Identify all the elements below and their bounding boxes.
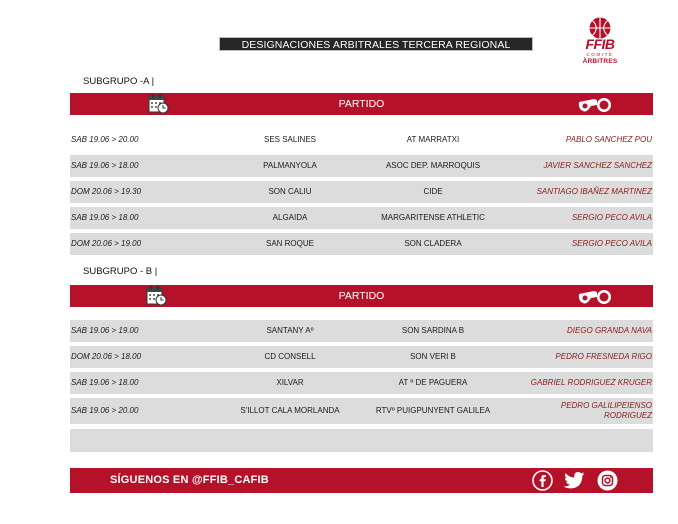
referee: SERGIO PECO AVILA [571, 239, 652, 248]
home-team: SAN ROQUE [265, 239, 314, 248]
group-b-header: PARTIDO [338, 290, 385, 302]
ffib-logo [576, 16, 624, 74]
referee: PABLO SANCHEZ POU [565, 135, 652, 144]
table-row [70, 129, 653, 151]
referee: SERGIO PECO AVILA [571, 213, 652, 222]
away-team: CIDE [423, 187, 443, 196]
match-date: SAB 19.06 > 19.00 [71, 326, 139, 335]
away-team: SON VERI B [410, 352, 456, 361]
footer-bar [70, 468, 653, 493]
facebook-icon[interactable] [532, 470, 553, 491]
whistle-icon [577, 94, 611, 114]
social-handle: SÍGUENOS EN @FFIB_CAFIB [110, 474, 269, 486]
referee: DIEGO GRANDA NAVA [566, 326, 652, 335]
twitter-icon[interactable] [561, 470, 586, 491]
logo-line1: COMITÈ [586, 52, 614, 57]
group-b-header-bar [70, 285, 653, 307]
away-team: SON CLADERA [404, 239, 462, 248]
group-a-header: PARTIDO [338, 98, 385, 110]
subgroup-b-label: SUBGRUPO - B | [83, 266, 158, 277]
referee-line-1: PEDRO GALILIPEIENSO [560, 401, 652, 410]
away-team: MARGARITENSE ATHLETIC [381, 213, 485, 222]
whistle-icon [577, 286, 611, 306]
match-date: SAB 19.06 > 20.00 [71, 135, 139, 144]
table-row [70, 320, 653, 342]
away-team: SON SARDINA B [401, 326, 465, 335]
match-date: SAB 19.06 > 18.00 [71, 378, 139, 387]
calendar-icon [147, 93, 169, 115]
table-row [70, 181, 653, 203]
referee: JAVIER SANCHEZ SANCHEZ [543, 161, 652, 170]
home-team: ALGAIDA [272, 213, 308, 222]
match-date: DOM 20.06 > 18.00 [71, 352, 142, 361]
logo-mark: FFIB [585, 36, 615, 52]
match-date: SAB 19.06 > 20.00 [71, 406, 139, 415]
referee: PEDRO FRESNEDA RIGO [555, 352, 652, 361]
home-team: S'ILLOT CALA MORLANDA [240, 406, 340, 415]
subgroup-a-label: SUBGRUPO -A | [83, 76, 155, 87]
referee-line-2: RODRIGUEZ [604, 411, 652, 420]
logo-line2: ÀRBITRES [582, 58, 618, 65]
away-team: ASOC DEP. MARROQUIS [385, 161, 481, 170]
table-row [70, 155, 653, 177]
match-date: DOM 20.06 > 19.00 [71, 239, 142, 248]
referee [561, 401, 652, 421]
home-team: SANTANY Aº [266, 326, 314, 335]
home-team: PALMANYOLA [263, 161, 317, 170]
match-date: DOM 20.06 > 19.30 [71, 187, 142, 196]
home-team: SON CALIU [268, 187, 312, 196]
table-row [70, 346, 653, 368]
away-team: RTVº PUIGPUNYENT GALILEA [375, 406, 491, 415]
referee: SANTIAGO IBAÑEZ MARTINEZ [536, 187, 652, 196]
away-team: AT MARRATXI [406, 135, 460, 144]
table-row [70, 233, 653, 255]
home-team: XILVAR [276, 378, 304, 387]
table-row [70, 207, 653, 229]
group-a-header-bar [70, 93, 653, 115]
instagram-icon[interactable] [597, 470, 618, 491]
page-title: DESIGNACIONES ARBITRALES TERCERA REGIONAL [219, 37, 533, 51]
away-team: AT º DE PAGUERA [398, 378, 468, 387]
table-row [70, 398, 653, 424]
match-date: SAB 19.06 > 18.00 [71, 213, 139, 222]
calendar-icon [145, 285, 167, 307]
table-row [70, 372, 653, 394]
empty-row [70, 429, 653, 452]
home-team: CD CONSELL [264, 352, 316, 361]
home-team: SES SALINES [263, 135, 317, 144]
match-date: SAB 19.06 > 18.00 [71, 161, 139, 170]
referee: GABRIEL RODRIGUEZ KRUGER [530, 378, 652, 387]
